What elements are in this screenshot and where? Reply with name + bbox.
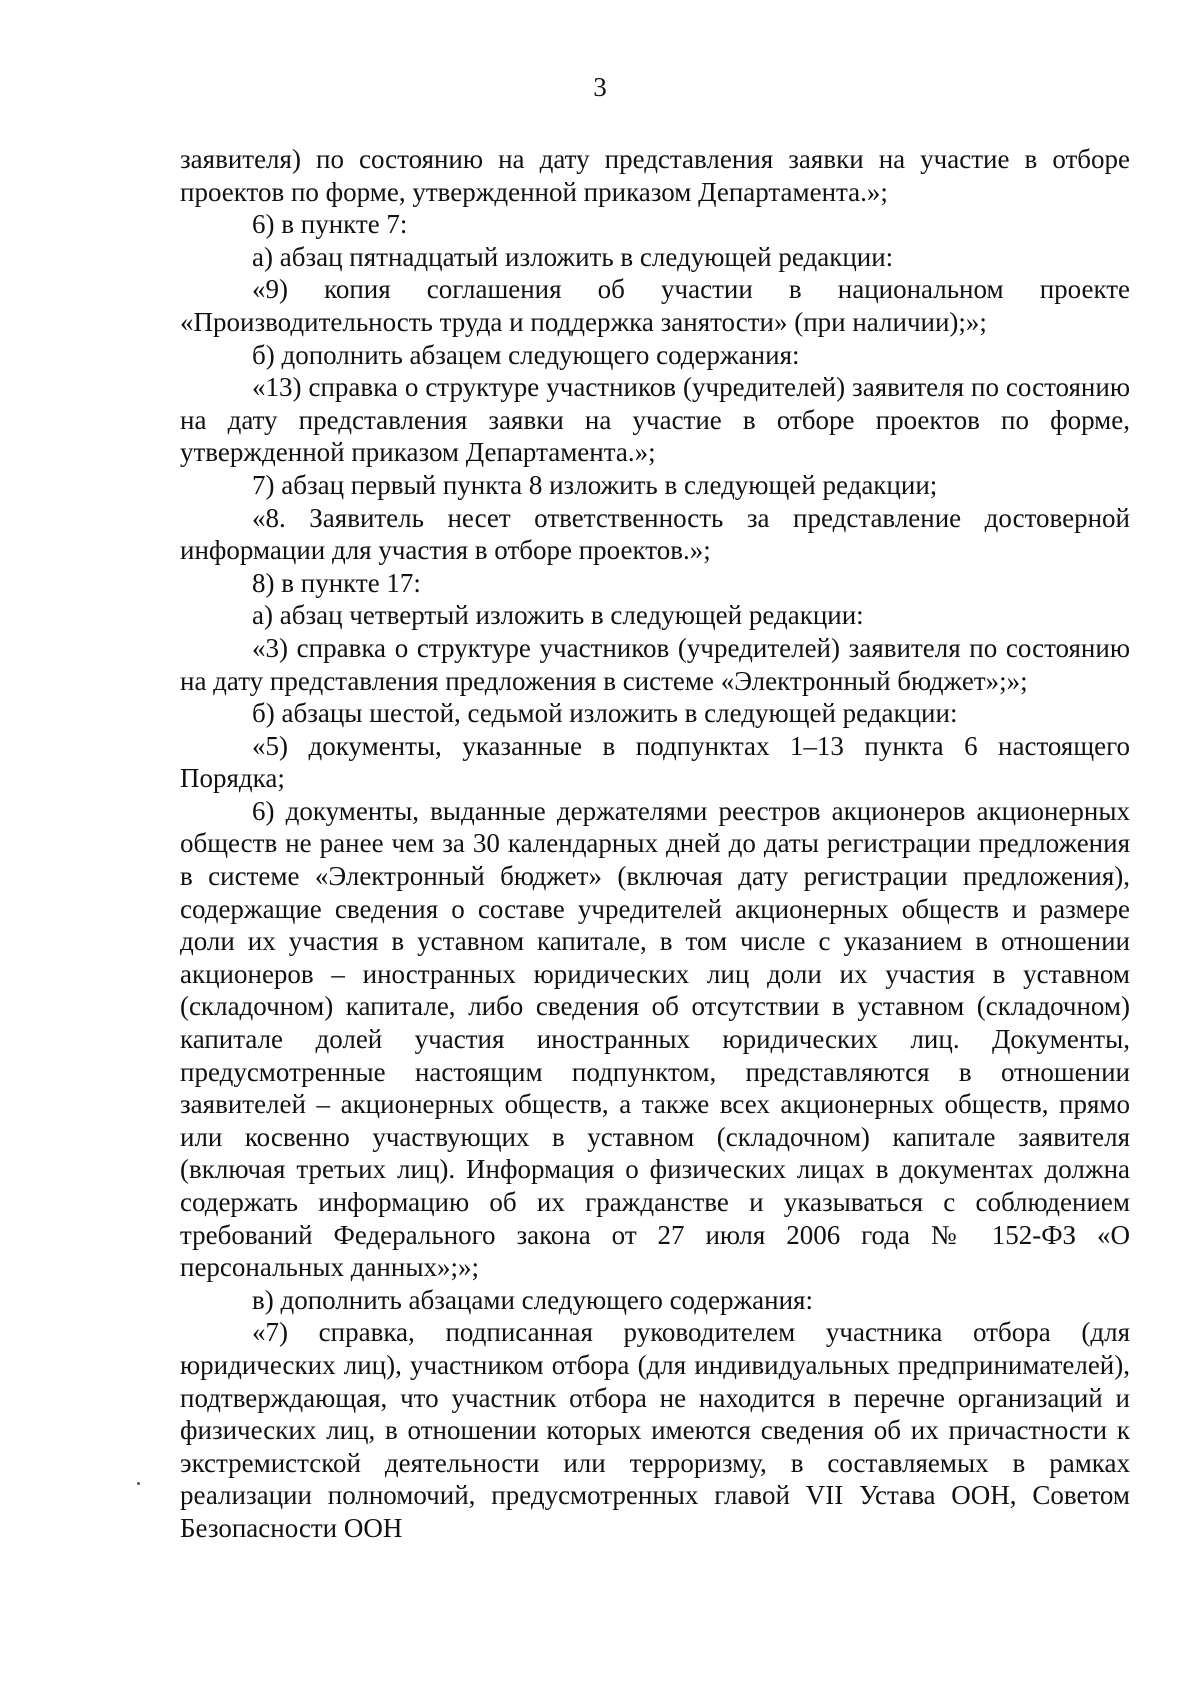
paragraph: а) абзац четвертый изложить в следующей редакции: — [252, 600, 864, 631]
page-number: 3 — [593, 72, 607, 102]
margin-dot — [137, 1482, 140, 1485]
paragraph: «8. Заявитель несет ответственность за представление достоверной информации для участия в отборе проектов.»; — [180, 502, 1130, 566]
paragraph: в) дополнить абзацами следующего содержания: — [252, 1284, 813, 1315]
paragraph: 8) в пункте 17: — [252, 567, 421, 598]
paragraph: «9) копия соглашения об участии в национальном проекте «Производительность труда и поддержка занятости» (при наличии);»; — [180, 274, 1130, 337]
paragraph: а) абзац пятнадцатый изложить в следующей редакции: — [252, 241, 894, 272]
paragraph: 6) в пункте 7: — [252, 209, 408, 240]
paragraph: б) дополнить абзацем следующего содержания: — [252, 339, 800, 370]
paragraph: «5) документы, указанные в подпунктах 1–13 пункта 6 настоящего Порядка; — [180, 730, 1130, 794]
paragraph: «3) справка о структуре участников (учредителей) заявителя по состоянию на дату представления предложения в системе «Электронный бюджет»;»; — [180, 632, 1130, 696]
paragraph: «13) справка о структуре участников (учредителей) заявителя по состоянию на дату представления заявки на участие в отборе проектов по форме, утвержденной приказом Департамента.»; — [180, 372, 1130, 468]
paragraph: заявителя) по состоянию на дату представления заявки на участие в отборе проектов по форме, утвержденной приказом Департамента.»; — [180, 144, 1130, 207]
document-body — [180, 143, 1130, 1545]
paragraph: б) абзацы шестой, седьмой изложить в следующей редакции: — [252, 698, 958, 729]
paragraph: 6) документы, выданные держателями реестров акционеров акционерных обществ не ранее чем за 30 календарных дней до даты регистрации предложения в системе «Электронный бюджет» (включая дату регистрации предложения), содержащие сведения о составе учредителей акционерных обществ и размере доли их участия в уставном капитале, в том числе с указанием в отношении акционеров – иностранных юридических лиц доли их участия в уставном (складочном) капитале, либо сведения об отсутствии в уставном (складочном) капитале долей участия иностранных юридических лиц. Документы, предусмотренные настоящим подпунктом, представляются в отношении заявителей – акционерных обществ, а также всех акционерных обществ, прямо или косвенно участвующих в уставном (складочном) капитале заявителя (включая третьих лиц). Информация о физических лицах в документах должна содержать информацию об их гражданстве и указываться с соблюдением требований Федерального закона от 27 июля 2006 года № 152-ФЗ «О персональных данных»;»; — [180, 795, 1130, 1283]
paragraph: 7) абзац первый пункта 8 изложить в следующей редакции; — [252, 469, 938, 500]
paragraph: «7) справка, подписанная руководителем участника отбора (для юридических лиц), участником отбора (для индивидуальных предпринимателей), подтверждающая, что участник отбора не находится в перечне организаций и физических лиц, в отношении которых имеются сведения об их причастности к экстремистской деятельности или терроризму, в составляемых в рамках реализации полномочий, предусмотренных главой VII Устава ООН, Советом Безопасности ООН — [180, 1317, 1130, 1543]
